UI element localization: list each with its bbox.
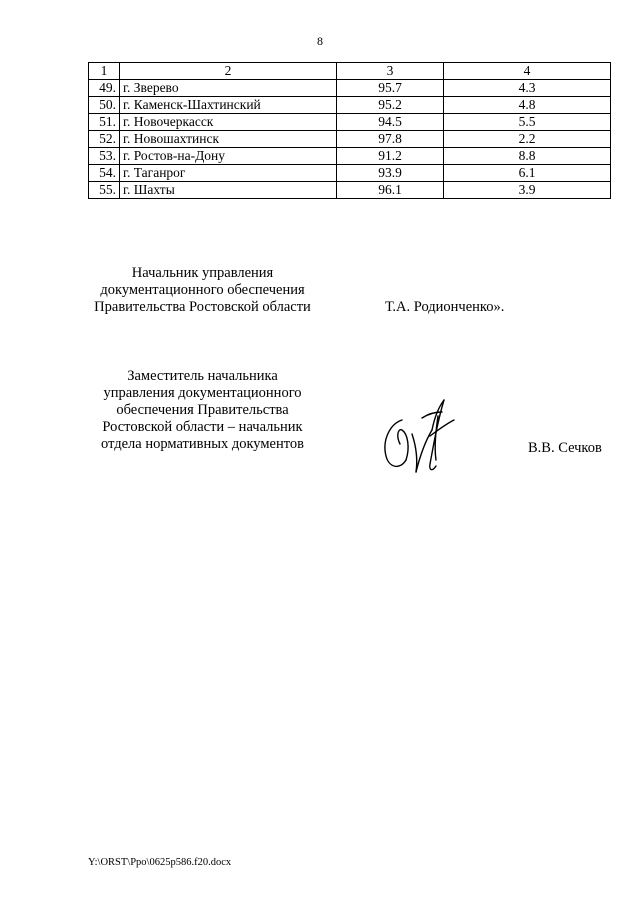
signatory2-title-line: Заместитель начальника: [127, 368, 278, 384]
value-col3: 95.2: [337, 97, 444, 114]
value-col3: 91.2: [337, 148, 444, 165]
value-col3: 95.7: [337, 80, 444, 97]
header-cell: 2: [120, 63, 337, 80]
table-row: [89, 165, 611, 182]
header-cell: 3: [337, 63, 444, 80]
row-number: 54.: [89, 165, 120, 182]
row-number: 51.: [89, 114, 120, 131]
city-name: г. Шахты: [120, 182, 337, 199]
city-name: г. Зверево: [120, 80, 337, 97]
row-number: 50.: [89, 97, 120, 114]
signatory1-name: Т.А. Родионченко».: [385, 299, 505, 315]
city-name: г. Новочеркасск: [120, 114, 337, 131]
signatory1-title-line: документационного обеспечения: [100, 282, 305, 298]
signatory1-title: [80, 265, 325, 316]
page-number: 8: [317, 34, 323, 48]
city-name: г. Новошахтинск: [120, 131, 337, 148]
signatory2-title-line: отдела нормативных документов: [101, 436, 304, 452]
city-name: г. Каменск-Шахтинский: [120, 97, 337, 114]
value-col3: 97.8: [337, 131, 444, 148]
value-col4: 4.8: [444, 97, 611, 114]
city-name: г. Ростов-на-Дону: [120, 148, 337, 165]
signatory2-title: [80, 368, 325, 453]
value-col4: 8.8: [444, 148, 611, 165]
value-col3: 93.9: [337, 165, 444, 182]
table-header-row: [89, 63, 611, 80]
footer-file-path: Y:\ORST\Ppo\0625p586.f20.docx: [88, 857, 232, 868]
value-col4: 5.5: [444, 114, 611, 131]
value-col4: 3.9: [444, 182, 611, 199]
value-col4: 4.3: [444, 80, 611, 97]
signatory2-title-line: обеспечения Правительства: [116, 402, 289, 418]
header-cell: 1: [89, 63, 120, 80]
table-row: [89, 131, 611, 148]
value-col4: 6.1: [444, 165, 611, 182]
header-cell: 4: [444, 63, 611, 80]
row-number: 53.: [89, 148, 120, 165]
value-col3: 96.1: [337, 182, 444, 199]
signatory2-title-line: Ростовской области – начальник: [102, 419, 303, 435]
row-number: 52.: [89, 131, 120, 148]
handwritten-signature: [372, 390, 464, 480]
table-row: [89, 148, 611, 165]
table-row: [89, 182, 611, 199]
row-number: 49.: [89, 80, 120, 97]
city-name: г. Таганрог: [120, 165, 337, 182]
data-table: [88, 62, 611, 199]
signatory2-title-line: управления документационного: [103, 385, 302, 401]
table-row: [89, 80, 611, 97]
row-number: 55.: [89, 182, 120, 199]
table-row: [89, 114, 611, 131]
value-col3: 94.5: [337, 114, 444, 131]
signatory1-title-line: Начальник управления: [131, 265, 274, 281]
table-row: [89, 97, 611, 114]
value-col4: 2.2: [444, 131, 611, 148]
signatory2-name: В.В. Сечков: [528, 440, 602, 456]
signatory1-title-line: Правительства Ростовской области: [94, 299, 311, 315]
